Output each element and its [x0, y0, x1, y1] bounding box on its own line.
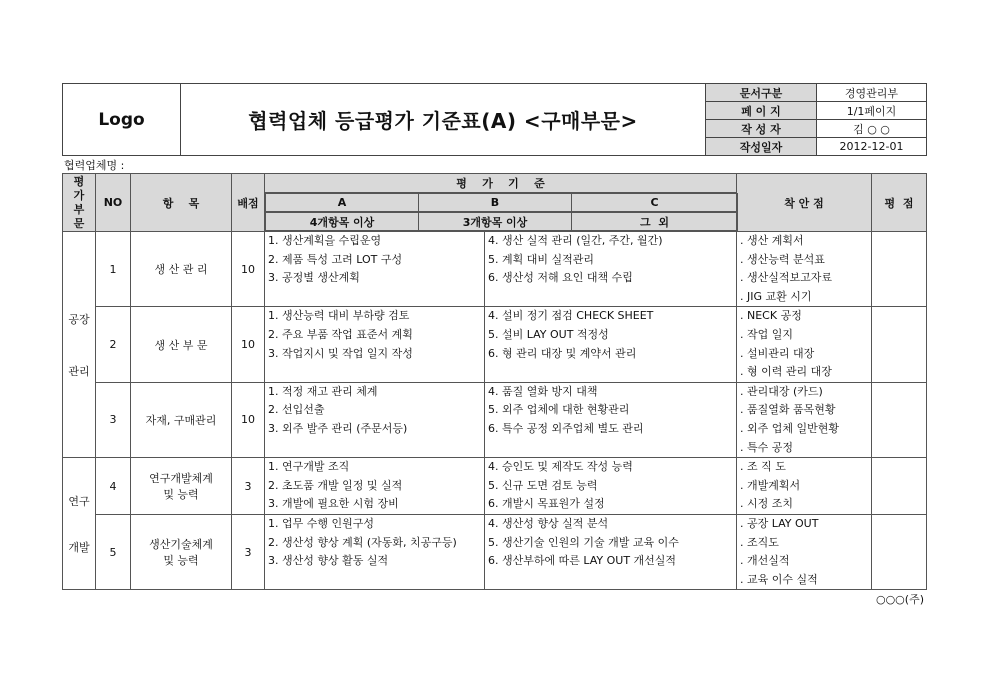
- grade-cell[interactable]: [872, 232, 927, 307]
- notes-header: 착 안 점: [737, 174, 872, 232]
- criteria-left: 1. 생산능력 대비 부하량 검토 2. 주요 부품 작업 표준서 계획 3. 작업지시 및 작업 일지 작성: [265, 307, 485, 382]
- grade-thresholds: [265, 212, 737, 232]
- category-header: 평 가 부 문: [63, 174, 96, 232]
- notes-cell: . 조 직 도 . 개발계획서 . 시정 조치: [737, 458, 872, 515]
- company-name-label: 협력업체명 :: [64, 159, 125, 172]
- category-factory-management: 공장 관리: [63, 232, 96, 458]
- criteria-left: 1. 적정 재고 관리 체계 2. 선입선출 3. 외주 발주 관리 (주문서등): [265, 382, 485, 457]
- row-item: 연구개발체계 및 능력: [131, 458, 232, 515]
- row-score: 3: [232, 458, 265, 515]
- grade-c-threshold: 그 외: [572, 213, 738, 231]
- grade-cell[interactable]: [872, 382, 927, 457]
- grade-cell[interactable]: [872, 458, 927, 515]
- evaluation-table: [62, 173, 927, 590]
- company-footer: ○○○(주): [875, 593, 924, 606]
- meta-label-date: 작성일자: [706, 138, 817, 156]
- logo: Logo: [63, 84, 181, 156]
- criteria-right: 4. 생산 실적 관리 (일간, 주간, 월간) 5. 계획 대비 실적관리 6. 생산성 저해 요인 대책 수립: [485, 232, 737, 307]
- criteria-header: 평 가 기 준: [265, 174, 737, 193]
- criteria-right: 4. 설비 정기 점검 CHECK SHEET 5. 설비 LAY OUT 적정성 6. 형 관리 대장 및 계약서 관리: [485, 307, 737, 382]
- no-header: NO: [96, 174, 131, 232]
- grade-a-threshold: 4개항목 이상: [266, 213, 419, 231]
- document-header: [62, 83, 927, 156]
- row-no: 3: [96, 382, 131, 457]
- meta-value-date: 2012-12-01: [817, 138, 927, 156]
- item-header: 항 목: [131, 174, 232, 232]
- row-item: 생 산 관 리: [131, 232, 232, 307]
- meta-value-page: 1/1페이지: [817, 102, 927, 120]
- criteria-left: 1. 업무 수행 인원구성 2. 생산성 향상 계획 (자동화, 치공구등) 3. 생산성 향상 활동 실적: [265, 514, 485, 589]
- meta-value-doc-type: 경영관리부: [817, 84, 927, 102]
- row-score: 3: [232, 514, 265, 589]
- criteria-left: 1. 생산계획을 수립운영 2. 제품 특성 고려 LOT 구성 3. 공정별 생산계획: [265, 232, 485, 307]
- meta-label-page: 페 이 지: [706, 102, 817, 120]
- notes-cell: . NECK 공정 . 작업 일지 . 설비관리 대장 . 형 이력 관리 대장: [737, 307, 872, 382]
- grade-header: 평 점: [872, 174, 927, 232]
- row-item: 생 산 부 문: [131, 307, 232, 382]
- criteria-right: 4. 승인도 및 제작도 작성 능력 5. 신규 도면 검토 능력 6. 개발시 목표원가 설정: [485, 458, 737, 515]
- grade-levels: [265, 193, 737, 213]
- criteria-left: 1. 연구개발 조직 2. 초도품 개발 일정 및 실적 3. 개발에 필요한 시험 장비: [265, 458, 485, 515]
- row-no: 5: [96, 514, 131, 589]
- criteria-right: 4. 생산성 향상 실적 분석 5. 생산기술 인원의 기술 개발 교육 이수 6. 생산부하에 따른 LAY OUT 개선실적: [485, 514, 737, 589]
- notes-cell: . 공장 LAY OUT . 조직도 . 개선실적 . 교육 이수 실적: [737, 514, 872, 589]
- row-item: 자재, 구매관리: [131, 382, 232, 457]
- grade-a-header: A: [266, 194, 419, 212]
- meta-value-author: 김 ○ ○: [817, 120, 927, 138]
- row-no: 1: [96, 232, 131, 307]
- score-header: 배점: [232, 174, 265, 232]
- row-score: 10: [232, 307, 265, 382]
- grade-b-threshold: 3개항목 이상: [419, 213, 572, 231]
- grade-cell[interactable]: [872, 514, 927, 589]
- page-title: 협력업체 등급평가 기준표(A) <구매부문>: [181, 84, 706, 156]
- meta-label-doc-type: 문서구분: [706, 84, 817, 102]
- row-score: 10: [232, 382, 265, 457]
- notes-cell: . 관리대장 (카드) . 품질열화 품목현황 . 외주 업체 일반현황 . 특수 공정: [737, 382, 872, 457]
- notes-cell: . 생산 계획서 . 생산능력 분석표 . 생산실적보고자료 . JIG 교환 시기: [737, 232, 872, 307]
- category-research-development: 연구 개발: [63, 458, 96, 590]
- row-no: 4: [96, 458, 131, 515]
- row-score: 10: [232, 232, 265, 307]
- criteria-right: 4. 품질 열화 방지 대책 5. 외주 업체에 대한 현황관리 6. 특수 공정 외주업체 별도 관리: [485, 382, 737, 457]
- grade-b-header: B: [419, 194, 572, 212]
- row-item: 생산기술체계 및 능력: [131, 514, 232, 589]
- grade-cell[interactable]: [872, 307, 927, 382]
- grade-c-header: C: [572, 194, 738, 212]
- row-no: 2: [96, 307, 131, 382]
- meta-label-author: 작 성 자: [706, 120, 817, 138]
